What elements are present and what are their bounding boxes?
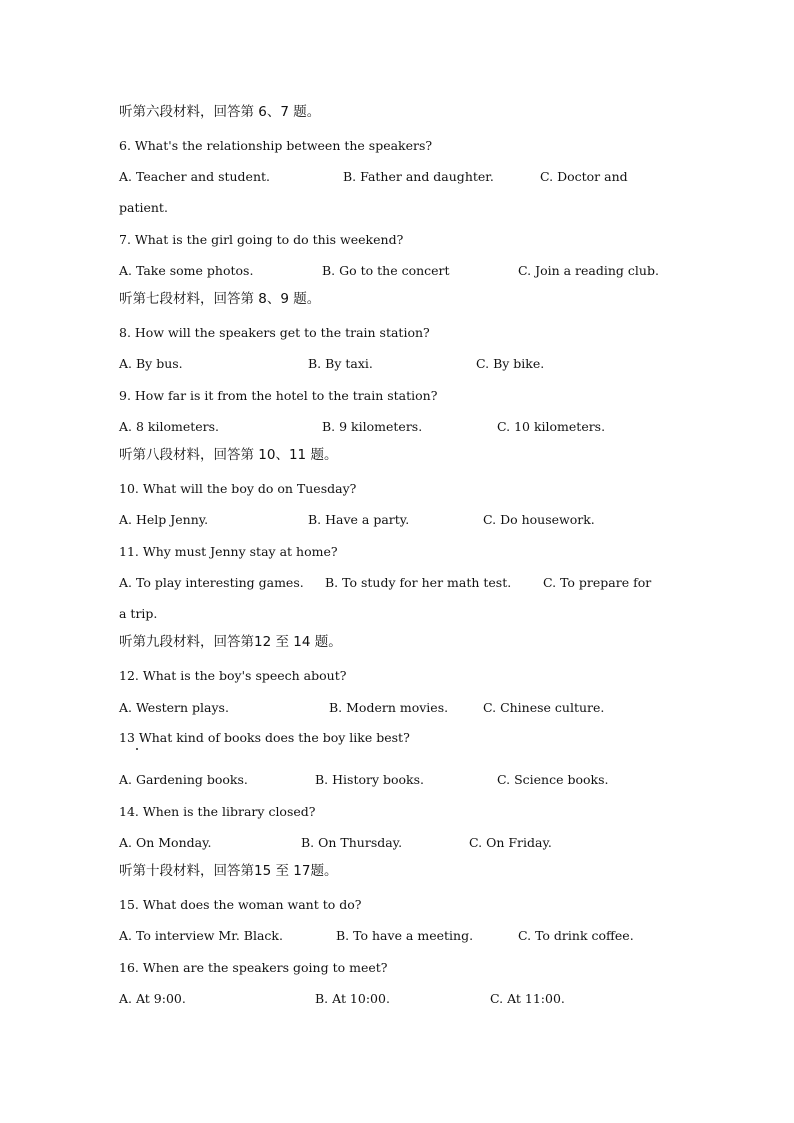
q12-option-b: B. Modern movies. [329,700,449,715]
stray-dot-mark [136,748,138,750]
q10-option-a: A. Help Jenny. [119,512,209,527]
section-heading-10: 听第十段材料，回答第15 至 17题。 [119,863,338,879]
q13-option-c: C. Science books. [497,772,609,787]
q6-option-c-continued: patient. [119,200,168,215]
q8-option-a: A. By bus. [119,356,183,371]
question-12: 12. What is the boy's speech about? [119,668,347,683]
question-16: 16. When are the speakers going to meet? [119,960,388,975]
q9-option-c: C. 10 kilometers. [497,419,606,434]
q11-option-b: B. To study for her math test. [325,575,512,590]
q11-option-a: A. To play interesting games. [119,575,304,590]
q14-option-a: A. On Monday. [119,835,212,850]
q15-option-c: C. To drink coffee. [518,928,634,943]
question-6: 6. What's the relationship between the speakers? [119,138,433,153]
q15-option-b: B. To have a meeting. [336,928,474,943]
q15-option-a: A. To interview Mr. Black. [119,928,283,943]
q16-option-c: C. At 11:00. [490,991,565,1006]
q10-option-b: B. Have a party. [308,512,410,527]
q6-option-b: B. Father and daughter. [343,169,494,184]
question-8: 8. How will the speakers get to the train station? [119,325,430,340]
section-heading-7: 听第七段材料，回答第 8、9 题。 [119,291,321,307]
q14-option-b: B. On Thursday. [301,835,403,850]
q14-option-c: C. On Friday. [469,835,552,850]
question-11: 11. Why must Jenny stay at home? [119,544,338,559]
section-heading-8: 听第八段材料，回答第 10、11 题。 [119,447,338,463]
q11-option-c-continued: a trip. [119,606,158,621]
q10-option-c: C. Do housework. [483,512,595,527]
q11-option-c: C. To prepare for [543,575,652,590]
q13-option-a: A. Gardening books. [119,772,248,787]
q13-option-b: B. History books. [315,772,425,787]
q12-option-a: A. Western plays. [119,700,229,715]
question-10: 10. What will the boy do on Tuesday? [119,481,357,496]
q7-option-a: A. Take some photos. [119,263,254,278]
q6-option-c: C. Doctor and [540,169,628,184]
q7-option-b: B. Go to the concert [322,263,450,278]
q8-option-c: C. By bike. [476,356,545,371]
section-heading-9: 听第九段材料，回答第12 至 14 题。 [119,634,342,650]
q9-option-b: B. 9 kilometers. [322,419,423,434]
question-13: 13 What kind of books does the boy like best? [119,730,410,745]
question-14: 14. When is the library closed? [119,804,316,819]
q16-option-b: B. At 10:00. [315,991,390,1006]
q12-option-c: C. Chinese culture. [483,700,605,715]
question-15: 15. What does the woman want to do? [119,897,362,912]
q8-option-b: B. By taxi. [308,356,373,371]
question-9: 9. How far is it from the hotel to the train station? [119,388,438,403]
question-7: 7. What is the girl going to do this weekend? [119,232,404,247]
q16-option-a: A. At 9:00. [119,991,186,1006]
q6-option-a: A. Teacher and student. [119,169,271,184]
q9-option-a: A. 8 kilometers. [119,419,220,434]
q7-option-c: C. Join a reading club. [518,263,659,278]
section-heading-6: 听第六段材料，回答第 6、7 题。 [119,104,321,120]
